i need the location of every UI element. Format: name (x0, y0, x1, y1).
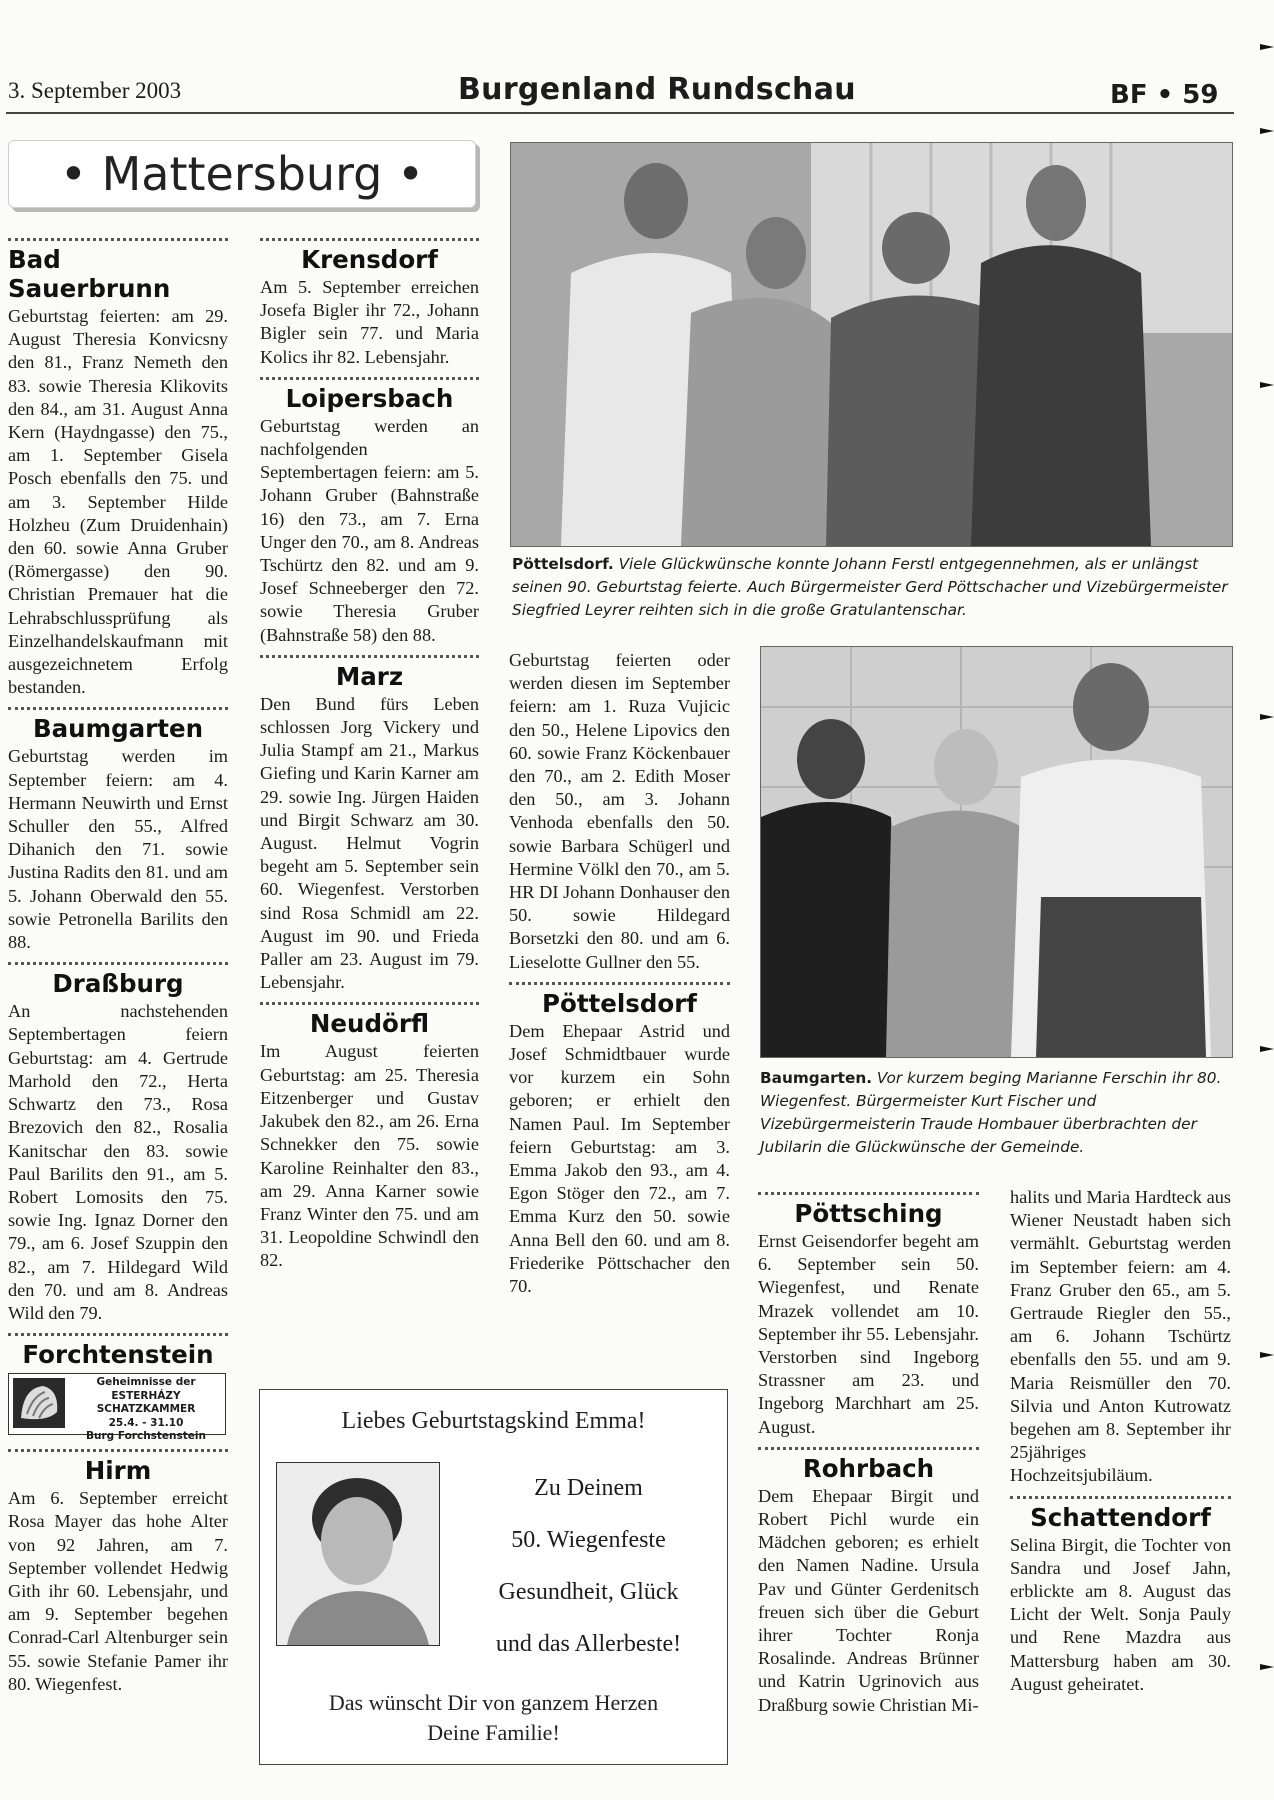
column-4 (758, 1192, 979, 1717)
article-baumgarten (8, 707, 228, 954)
article-text: Geburtstag feierten: am 29. August Theresia Konvicsny den 81., Franz Nemeth den 83. sowie Theresia Klikovits den 84., am 31. August Anna Kern (Haydngasse) den 75., am 1. September Gisela Posch ebenfalls den 75. und am 3. September Hilde Holzheu (Zum Druidenhain) den 60. sowie Anna Gruber (Römergasse) den 90. Christian Premauer hat die Lehrabschlussprüfung als Einzelhandelskaufmann mit ausgezeichnetem Erfolg bestanden. (8, 306, 228, 698)
article-text: Den Bund fürs Leben schlossen Jorg Vickery und Julia Stampf am 21., Markus Giefing und Karin Karner am 29. sowie Ing. Jürgen Haiden und Birgit Schwarz am 30. August. Helmut Vogrin begeht am 5. September sein 60. Wiegenfest. Verstorben sind Rosa Schmidl am 22. August im 90. und Frieda Paller am 23. August im 79. Lebensjahr. (260, 693, 479, 993)
ad-line: 50. Wiegenfeste (511, 1527, 666, 1553)
ad-heading: Liebes Geburtstagskind Emma! (341, 1408, 646, 1434)
caption-place: Baumgarten. (760, 1069, 873, 1087)
column-2 (260, 238, 479, 1273)
divider (758, 1447, 979, 1450)
group-photo-image (761, 647, 1232, 1057)
margin-mark (1260, 1350, 1274, 1360)
article-text: Am 5. September erreichen Josefa Bigler ihr 72., Johann Bigler sein 77. und Maria Kolics ihr 82. Lebensjahr. (260, 277, 479, 367)
group-photo-image (511, 143, 1232, 546)
article-text: Ernst Geisendorfer begeht am 6. September sein 50. Wiegenfest, und Renate Mrazek vollendet am 10. September ihr 55. Lebensjahr. Verstorben sind Ingeborg Strassner am 23. und Ingeborg Marchhart am 25. August. (758, 1231, 979, 1437)
article-neudoerfl (260, 1002, 479, 1272)
article-text: Selina Birgit, die Tochter von Sandra und Josef Jahn, erblickte am 8. August das Licht der Welt. Sonja Pauly und Rene Mazdra aus Mattersburg haben am 30. August geheiratet. (1010, 1534, 1231, 1694)
caption-text: Vor kurzem beging Marianne Ferschin ihr 80. Wiegenfest. Bürgermeister Kurt Fischer und Vizebürgermeisterin Traude Hombauer überbrachten der Jubilarin die Glückwünsche der Gemeinde. (760, 1069, 1222, 1156)
birthday-ad (259, 1389, 728, 1765)
ad-line: ESTERHÁZY SCHATZKAMMER (96, 1389, 196, 1416)
ad-line: Geheimnisse der (96, 1376, 196, 1389)
margin-mark (1260, 42, 1274, 52)
divider (260, 377, 479, 380)
newspaper-title: Burgenland Rundschau (458, 72, 856, 107)
article-schattendorf (1010, 1496, 1231, 1696)
article-text: Geburtstag feierten oder werden diesen im September feiern: am 1. Ruza Vujicic den 50., Helene Lipovics den 60. sowie Franz Köckenbauer den 70., am 2. Edith Moser den 50., am 3. Johann Venhoda ebenfalls den 50. sowie Barbara Schügerl und Hermine Völkl den 70., am 5. HR DI Johann Donhauser den 50. sowie Hildegard Borsetzki den 80. und am 6. Lieselotte Gullner den 55. (509, 650, 730, 972)
divider (260, 1002, 479, 1005)
article-title: Pöttelsdorf (542, 988, 697, 1018)
article-marz (260, 655, 479, 995)
margin-mark (1260, 1044, 1274, 1054)
divider (758, 1192, 979, 1195)
article-text: An nachstehenden Septembertagen feiern Geburtstag: am 4. Gertrude Marhold den 72., Herta Schwartz den 73., Rosa Brezovich den 82., Rosalia Kanitschar den 83. sowie Paul Barilits den 91., am 5. Robert Lomosits den 75. sowie Ing. Ignaz Dorner den 79., am 6. Josef Szuppin den 82., am 7. Hildegard Wild den 70. und am 8. Andreas Wild den 79. (8, 1001, 228, 1323)
article-hirm (8, 1449, 228, 1696)
article-poettsching (758, 1192, 979, 1439)
ad-line: Zu Deinem (534, 1475, 643, 1501)
margin-mark (1260, 126, 1274, 136)
page-number: BF • 59 (1110, 80, 1219, 110)
divider (8, 238, 228, 241)
column-1 (8, 238, 228, 1696)
article-title: Neudörfl (309, 1009, 430, 1039)
issue-date: 3. September 2003 (8, 78, 182, 103)
divider (509, 982, 730, 985)
portrait-photo (276, 1462, 440, 1646)
photo-caption-baumgarten (760, 1067, 1232, 1159)
ad-footer: Das wünscht Dir von ganzem Herzen (328, 1690, 659, 1715)
article-loipersbach (260, 377, 479, 647)
article-krensdorf (260, 238, 479, 369)
photo-poettelsdorf (510, 142, 1233, 547)
article-title: Marz (335, 661, 404, 691)
divider (8, 962, 228, 965)
ad-line: 25.4. - 31.10 (108, 1416, 184, 1429)
article-text: Dem Ehepaar Astrid und Josef Schmidtbauer wurde vor kurzem ein Sohn geboren; er erhielt den Namen Paul. Im September feiern Geburtstag: am 3. Emma Jakob den 93., am 4. Egon Stöger den 72., am 7. Emma Kurz den 50. sowie Anna Bell den 60. und am 8. Friederike Pöttschacher den 70. (509, 1020, 730, 1297)
divider (260, 238, 479, 241)
article-forchtenstein (8, 1333, 228, 1443)
divider (260, 655, 479, 658)
margin-mark (1260, 712, 1274, 722)
divider (8, 1449, 228, 1452)
ad-footer: Deine Familie! (427, 1720, 560, 1745)
margin-mark (1260, 1662, 1274, 1672)
ad-line: Burg Forchstenstein (86, 1430, 206, 1443)
divider (8, 707, 228, 710)
article-title: Bad Sauerbrunn (8, 245, 171, 303)
column-3 (509, 649, 730, 1298)
divider (8, 1333, 228, 1336)
region-banner: • Mattersburg • (8, 140, 476, 208)
divider (1010, 1496, 1231, 1499)
article-title: Rohrbach (802, 1453, 935, 1483)
article-text: Geburtstag werden im September feiern: am 4. Hermann Neuwirth und Ernst Schuller den 55., Alfred Dihanich den 71. sowie Justina Radits den 81. und am 5. Johann Oberwald den 55. sowie Petronella Barilits den 88. (8, 746, 228, 953)
article-rohrbach (758, 1447, 979, 1717)
article-title: Hirm (84, 1456, 152, 1486)
article-title: Loipersbach (285, 383, 454, 413)
article-text: halits und Maria Hardteck aus Wiener Neustadt haben sich vermählt. Geburtstag werden im September feiern: am 4. Franz Gruber den 65., am 5. Gertraude Riegler den 55., am 6. Johann Tschürtz ebenfalls den 55. und am 9. Maria Reismüller den 70. Silvia und Anton Kutrowatz begehen am 8. September ihr 25jähriges Hochzeitsjubiläum. (1010, 1187, 1231, 1486)
caption-place: Pöttelsdorf. (512, 555, 614, 573)
article-text: Am 6. September erreicht Rosa Mayer das hohe Alter von 92 Jahren, am 7. September vollendet Hedwig Gith ihr 60. Lebensjahr, und am 9. September begehen Conrad-Carl Altenburger sein 55. sowie Stefanie Pamer ihr 80. Wiegenfest. (8, 1488, 228, 1694)
article-text: Geburtstag werden an nachfolgenden Septembertagen feiern: am 5. Johann Gruber (Bahnstraße 16) den 73., am 7. Erna Unger den 70., am 8. Andreas Tschürtz den 82. und am 9. Josef Schneeberger den 72. sowie Theresia Gruber (Bahnstraße 58) den 88. (260, 415, 479, 645)
photo-caption-poettelsdorf (512, 553, 1234, 622)
article-poettelsdorf (509, 982, 730, 1298)
article-title: Forchtenstein (22, 1340, 214, 1370)
article-title: Schattendorf (1030, 1502, 1211, 1532)
caption-text: Viele Glückwünsche konnte Johann Ferstl entgegennehmen, als er unlängst seinen 90. Geburtstag feierte. Auch Bürgermeister Gerd Pöttschacher und Vizebürgermeister Siegfried Leyrer reihten sich in die große Gratulantenschar. (512, 555, 1228, 619)
article-drassburg (8, 962, 228, 1325)
photo-baumgarten (760, 646, 1233, 1058)
ad-wishes (460, 1462, 717, 1670)
article-title: Krensdorf (301, 245, 438, 274)
schatzkammer-ad (8, 1373, 226, 1443)
article-text: Dem Ehepaar Birgit und Robert Pichl wurde ein Mädchen geboren; es erhielt den Namen Nadine. Ursula Pav und Günter Gerdenitsch freuen sich über die Geburt ihrer Tochter Ronja Rosalinde. Andreas Brünner und Katrin Ugrinovich aus Draßburg sowie Christian Mi- (758, 1485, 979, 1715)
margin-mark (1260, 380, 1274, 390)
column-5 (1010, 1186, 1231, 1696)
article-title: Draßburg (52, 969, 184, 999)
article-text: Im August feierten Geburtstag: am 25. Theresia Eitzenberger und Gustav Jakubek den 82., am 26. Erna Schnekker den 75. sowie Karoline Reinhalter den 83., am 29. Anna Karner sowie Franz Winter den 75. und am 31. Leopoldine Schwindl den 82. (260, 1041, 479, 1271)
article-title: Baumgarten (32, 714, 204, 744)
ad-line: und das Allerbeste! (495, 1631, 682, 1657)
header-rule (6, 112, 1234, 114)
article-bad-sauerbrunn (8, 238, 228, 699)
portrait-image (277, 1463, 439, 1645)
article-title: Pöttsching (794, 1199, 943, 1228)
shell-icon (13, 1378, 65, 1428)
ad-line: Gesundheit, Glück (498, 1579, 679, 1605)
